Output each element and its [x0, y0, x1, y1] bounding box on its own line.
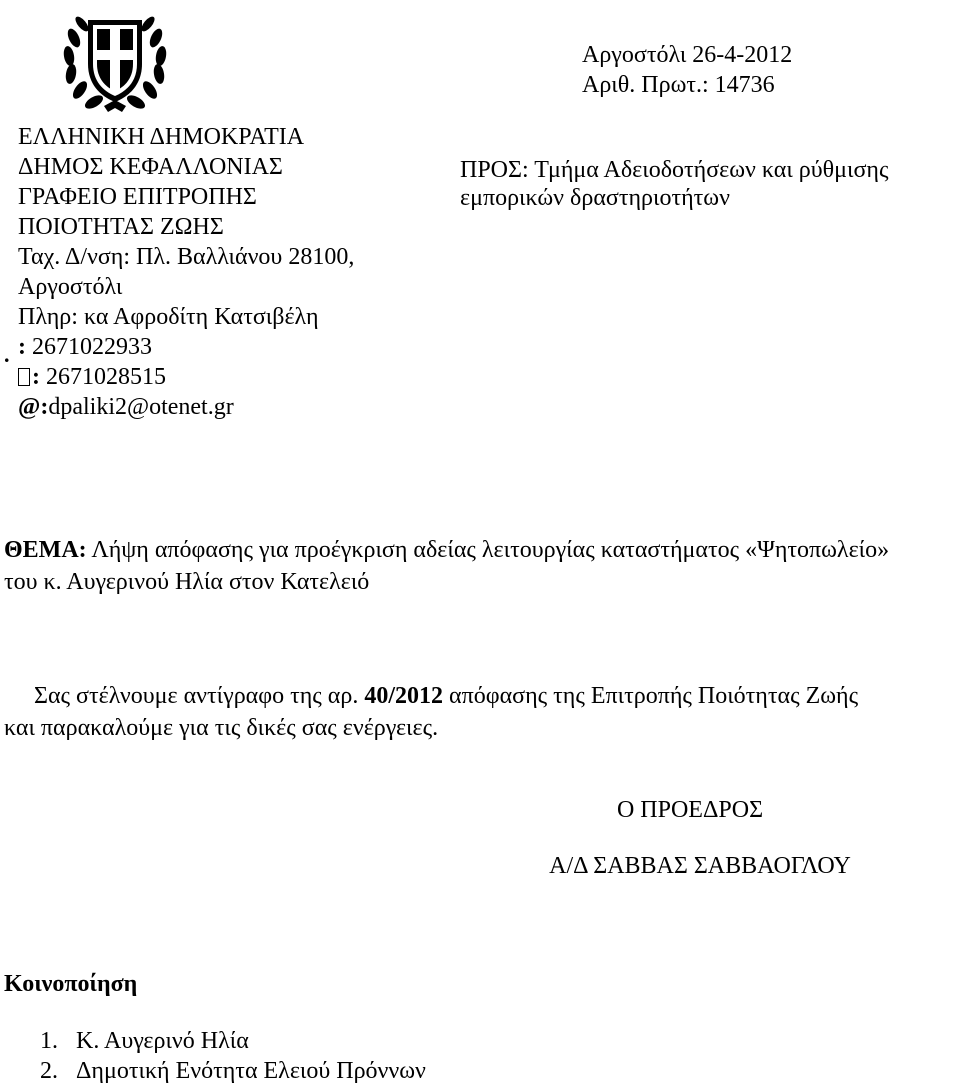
notifications-title: Κοινοποίηση	[4, 971, 138, 997]
phone-label: :	[18, 334, 26, 360]
date-protocol-block	[582, 40, 792, 100]
protocol-number: Αριθ. Πρωτ.: 14736	[582, 72, 775, 98]
fax-label: :	[32, 364, 40, 390]
phone-number: 2671022933	[26, 334, 152, 360]
sender-line-committee: ΠΟΙΟΤΗΤΑΣ ΖΩΗΣ	[18, 214, 224, 240]
fax-number: 2671028515	[40, 364, 166, 390]
list-item-number: 2.	[40, 1058, 58, 1084]
phone-line	[18, 332, 354, 362]
body-text-part-1: Σας στέλνουμε αντίγραφο της αρ.	[34, 683, 365, 709]
recipient-block	[460, 156, 888, 212]
notifications-list	[40, 1026, 426, 1086]
sender-line-office: ΓΡΑΦΕΙΟ ΕΠΙΤΡΟΠΗΣ	[18, 184, 257, 210]
email-label: @:	[18, 394, 49, 420]
fax-icon	[18, 368, 30, 386]
sender-line-municipality: ΔΗΜΟΣ ΚΕΦΑΛΛΟΝΙΑΣ	[18, 154, 283, 180]
signature-title: Ο ΠΡΟΕΔΡΟΣ	[616, 797, 764, 823]
document-date: Αργοστόλι 26-4-2012	[582, 42, 793, 68]
subject-line-2: του κ. Αυγερινού Ηλία στον Κατελειό	[4, 569, 370, 595]
phone-bullet: .	[4, 342, 10, 367]
greek-state-emblem-icon	[60, 8, 170, 114]
list-item-number: 1.	[40, 1028, 58, 1054]
subject-label: ΘΕΜΑ:	[4, 537, 87, 563]
sender-line-country: ΕΛΛΗΝΙΚΗ ΔΗΜΟΚΡΑΤΙΑ	[18, 124, 305, 150]
list-item	[40, 1056, 426, 1086]
body-text-part-2: απόφασης της Επιτροπής Ποιότητας Ζωής	[443, 683, 859, 709]
sender-block	[18, 122, 354, 422]
body-text-line-2: και παρακαλούμε για τις δικές σας ενέργειες.	[4, 715, 439, 741]
subject-block	[4, 534, 956, 598]
list-item	[40, 1026, 426, 1056]
fax-line	[18, 362, 354, 392]
sender-line-city: Αργοστόλι	[18, 274, 123, 300]
subject-line-1: Λήψη απόφασης για προέγκριση αδείας λειτουργίας καταστήματος «Ψητοπωλείο»	[86, 537, 890, 563]
recipient-line-2: εμπορικών δραστηριοτήτων	[460, 185, 730, 211]
sender-line-address: Ταχ. Δ/νση: Πλ. Βαλλιάνου 28100,	[18, 244, 355, 270]
sender-line-contact-person: Πληρ: κα Αφροδίτη Κατσιβέλη	[18, 304, 319, 330]
list-item-text: Κ. Αυγερινό Ηλία	[76, 1028, 249, 1054]
signature-name: Α/Δ ΣΑΒΒΑΣ ΣΑΒΒΑΟΓΛΟΥ	[549, 853, 851, 879]
email-line	[18, 392, 354, 422]
recipient-line-1: ΠΡΟΣ: Τμήμα Αδειοδοτήσεων και ρύθμισης	[460, 157, 889, 183]
list-item-text: Δημοτική Ενότητα Ελειού Πρόννων	[76, 1058, 426, 1084]
email-address: dpaliki2@otenet.gr	[48, 394, 234, 420]
letter-body	[4, 680, 960, 744]
decision-number: 40/2012	[364, 683, 444, 709]
